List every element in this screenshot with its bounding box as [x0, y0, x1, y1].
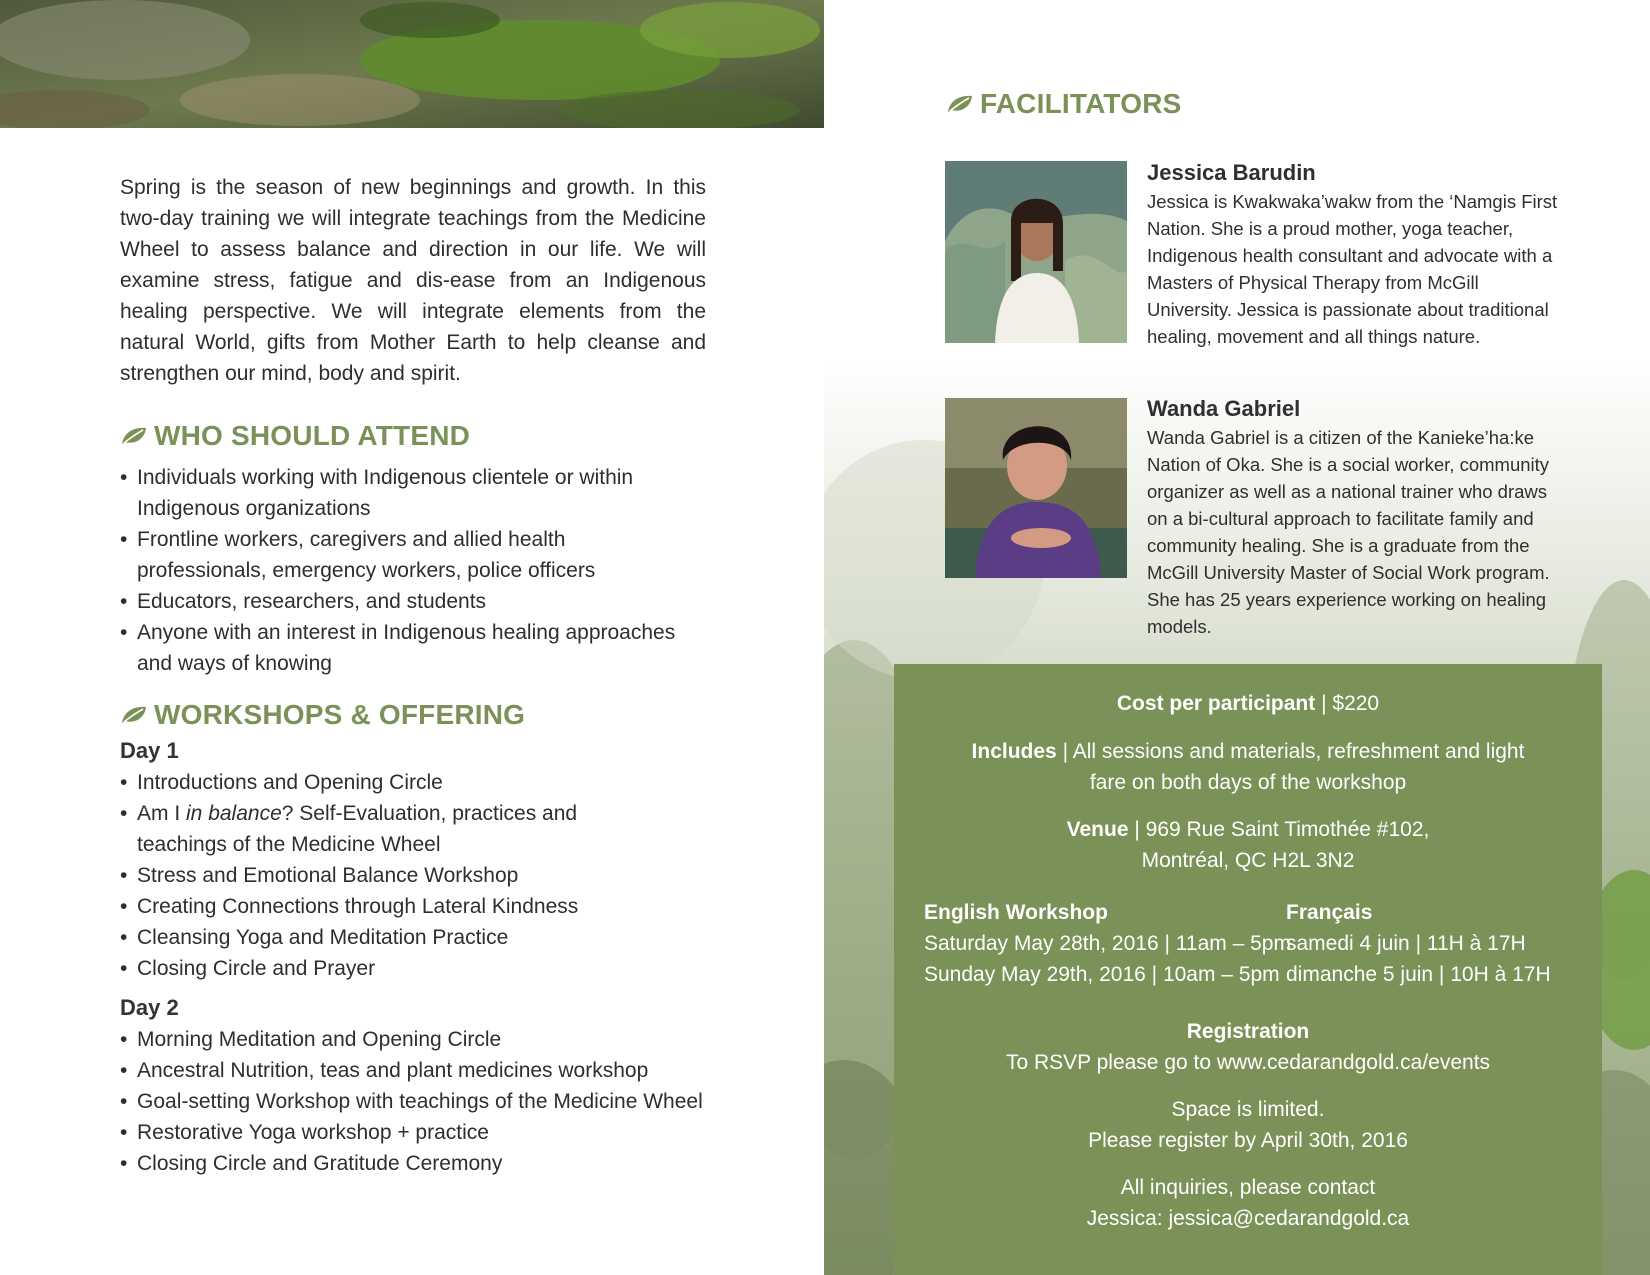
list-item-emphasis: in balance [186, 802, 282, 825]
french-schedule [1286, 897, 1551, 990]
french-workshop-label: Français [1286, 901, 1373, 924]
list-item: • Individuals working with Indigenous clientele or within Indigenous organizations [120, 462, 680, 524]
space-limited: Space is limited. [1171, 1098, 1325, 1121]
includes-line-2: fare on both days of the workshop [1089, 771, 1407, 794]
cost-line [894, 688, 1602, 719]
french-date-1: samedi 4 juin | 11H à 17H [1286, 932, 1526, 955]
facilitator-bio: Wanda Gabriel is a citizen of the Kanieke’ha:ke Nation of Oka. She is a social worker, community organizer as well as a national trainer who draws on a bi-cultural approach to facilitate family and community healing. She is a graduate from the McGill University Master of Social Work program. She has 25 years experience working on healing models. [1147, 427, 1550, 637]
venue-address: | 969 Rue Saint Timothée #102, [1128, 818, 1430, 841]
who-should-attend-title: WHO SHOULD ATTEND [154, 420, 471, 451]
list-item: • Closing Circle and Gratitude Ceremony [120, 1148, 720, 1179]
list-item: • Introductions and Opening Circle [120, 767, 580, 798]
list-item [120, 798, 580, 860]
list-item: • Ancestral Nutrition, teas and plant medicines workshop [120, 1055, 720, 1086]
includes-line [894, 736, 1602, 767]
list-item: • Creating Connections through Lateral Kindness [120, 891, 580, 922]
leaf-icon [946, 94, 974, 114]
list-item: • Restorative Yoga workshop + practice [120, 1117, 720, 1148]
list-item: • Morning Meditation and Opening Circle [120, 1024, 720, 1055]
list-item: • Anyone with an interest in Indigenous healing approaches and ways of knowing [120, 617, 680, 679]
inquiries-line: All inquiries, please contact [1120, 1176, 1376, 1199]
french-date-2: dimanche 5 juin | 10H à 17H [1286, 963, 1551, 986]
venue-label: Venue [1066, 818, 1129, 841]
includes-label: Includes [971, 740, 1057, 763]
day2-label: Day 2 [120, 995, 179, 1020]
facilitators-title: FACILITATORS [980, 88, 1182, 119]
jessica-barudin-photo [945, 161, 1127, 343]
cost-label: Cost per participant [1116, 692, 1316, 715]
left-column [0, 0, 824, 1275]
contact-email[interactable]: Jessica: jessica@cedarandgold.ca [1086, 1207, 1410, 1230]
facilitator-name: Jessica Barudin [1147, 160, 1316, 185]
intro-paragraph: Spring is the season of new beginnings and growth. In this two-day training we will integrate teachings from the Medicine Wheel to assess balance and direction in our life. We will examine stress, fatigue and dis-ease from an Indigenous healing perspective. We will integrate elements from the natural World, gifts from Mother Earth to help cleanse and strengthen our mind, body and spirit. [120, 176, 706, 385]
cost-value: | $220 [1315, 692, 1380, 715]
forest-stream-photo [0, 0, 824, 128]
leaf-icon [120, 426, 148, 446]
who-should-attend-list [120, 462, 680, 679]
facilitator-name: Wanda Gabriel [1147, 396, 1301, 421]
includes-text: | All sessions and materials, refreshment and light [1056, 740, 1525, 763]
day1-label: Day 1 [120, 738, 179, 763]
right-column [824, 0, 1650, 1275]
event-info-box [894, 664, 1602, 1275]
workshops-heading [120, 699, 525, 731]
registration-label [894, 1016, 1602, 1047]
list-item: • Frontline workers, caregivers and allied health professionals, emergency workers, police officers [120, 524, 680, 586]
english-workshop-label: English Workshop [924, 901, 1108, 924]
english-date-2: Sunday May 29th, 2016 | 10am – 5pm [924, 963, 1280, 986]
workshops-title: WORKSHOPS & OFFERING [154, 699, 526, 730]
list-item-prefix: Am I [137, 802, 187, 825]
register-deadline: Please register by April 30th, 2016 [1088, 1129, 1408, 1152]
english-date-1: Saturday May 28th, 2016 | 11am – 5pm [924, 932, 1291, 955]
facilitator-bio: Jessica is Kwakwaka’wakw from the ‘Namgis First Nation. She is a proud mother, yoga teacher, Indigenous health consultant and advocate with a Masters of Physical Therapy from McGill University. Jessica is passionate about traditional healing, movement and all things nature. [1147, 191, 1558, 347]
facilitators-heading [946, 88, 1182, 120]
list-item: • Cleansing Yoga and Meditation Practice [120, 922, 580, 953]
english-schedule [924, 897, 1291, 990]
venue-line [894, 814, 1602, 845]
who-should-attend-heading [120, 420, 470, 452]
list-item-rest: ? Self-Evaluation, practices and teachings of the Medicine Wheel [137, 802, 578, 856]
list-item: • Closing Circle and Prayer [120, 953, 580, 984]
registration-link-text[interactable]: To RSVP please go to www.cedarandgold.ca/events [1005, 1051, 1491, 1074]
list-item: • Goal-setting Workshop with teachings of the Medicine Wheel [120, 1086, 720, 1117]
day2-list [120, 1024, 720, 1179]
registration-title: Registration [1186, 1020, 1310, 1043]
wanda-gabriel-photo [945, 397, 1127, 579]
venue-line-2: Montréal, QC H2L 3N2 [1141, 849, 1355, 872]
list-item: • Educators, researchers, and students [120, 586, 680, 617]
leaf-icon [120, 705, 148, 725]
list-item: • Stress and Emotional Balance Workshop [120, 860, 580, 891]
day1-list [120, 767, 580, 984]
